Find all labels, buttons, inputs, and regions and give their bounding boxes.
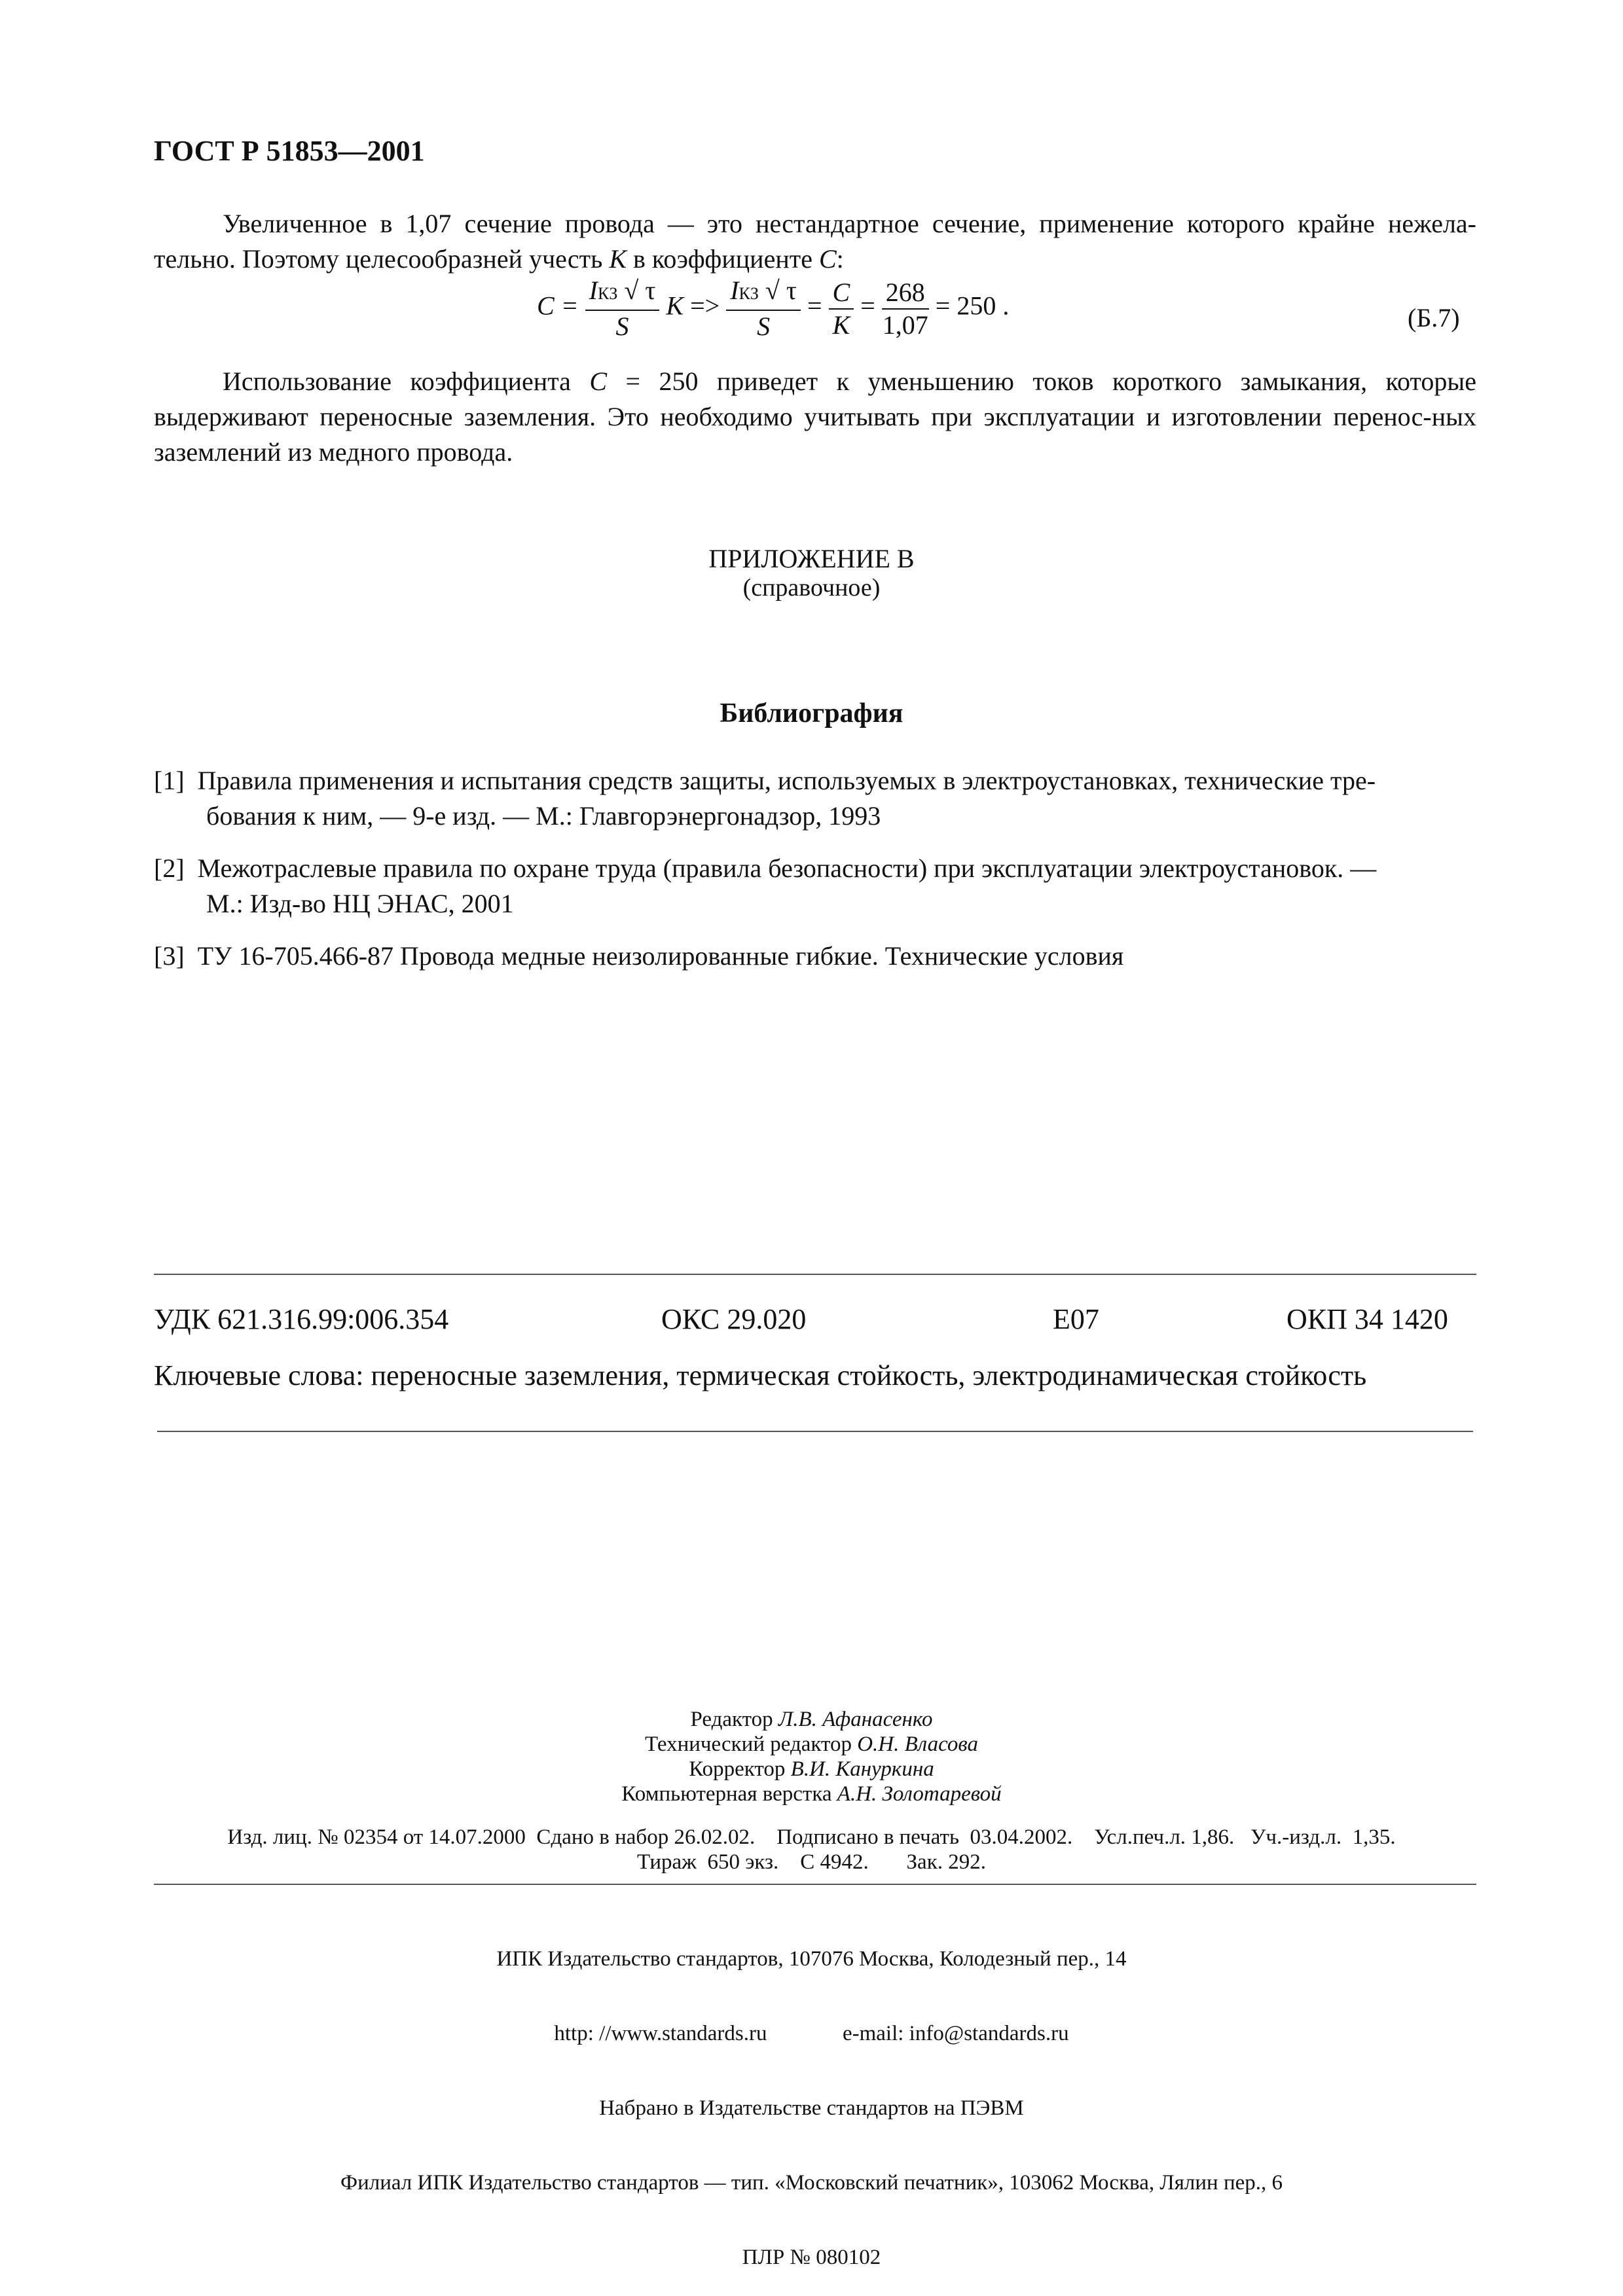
credit-name: О.Н. Власова [857, 1732, 979, 1756]
divider-line [154, 1274, 1476, 1275]
credit-role: Компьютерная верстка [621, 1782, 832, 1806]
publisher-branch: Филиал ИПК Издательство стандартов — тип. «Московский печатник», 103062 Москва, Лялин пер., 6 [340, 2171, 1283, 2195]
document-header: ГОСТ Р 51853—2001 [154, 135, 425, 167]
credits-block [0, 1707, 1623, 1806]
bib-number: [1] [154, 766, 185, 795]
bibliography-item-3 [154, 939, 1476, 974]
formula-268: 268 [882, 277, 929, 310]
paragraph-coefficient-usage [154, 364, 1476, 470]
bibliography-item-1 [154, 763, 1476, 834]
formula-sub-kz: КЗ [598, 284, 618, 303]
fraction-c-over-k [829, 277, 854, 341]
formula-k-den: K [832, 310, 850, 340]
appendix-subtitle: (справочное) [742, 574, 881, 601]
credit-name: А.Н. Золотаревой [837, 1782, 1002, 1806]
publisher-contacts: http: //www.standards.ru e-mail: info@standards.ru [554, 2022, 1069, 2045]
sqrt-tau: √ τ [624, 276, 656, 305]
formula-eq: = [807, 291, 822, 321]
credit-layout [0, 1782, 1623, 1806]
publisher-plr: ПЛР № 080102 [742, 2246, 881, 2269]
bib-number: [3] [154, 941, 185, 971]
paragraph-text: = 250 приведет к уменьшению токов короткого замыкания, которые выдерживают переносные заземления. Это необходимо учитывать при эксплуатации и изготовлении перенос-ных заземлений из медного провода. [154, 367, 1477, 467]
paragraph-text: : [836, 244, 844, 274]
credit-role: Редактор [690, 1708, 773, 1731]
credit-role: Корректор [689, 1757, 786, 1781]
imprint-line-1: Изд. лиц. № 02354 от 14.07.2000 Сдано в набор 26.02.02. Подписано в печать 03.04.2002. Усл.печ.л. 1,86. Уч.-изд.л. 1,35. [227, 1825, 1396, 1849]
paragraph-text: в коэффициенте [627, 244, 819, 274]
credit-tech-editor [0, 1732, 1623, 1757]
fraction-ikz-sqrt-tau-over-s [585, 275, 660, 342]
bib-text: Межотраслевые правила по охране труда (правила безопасности) при эксплуатации электроустановок. — [197, 853, 1377, 883]
var-c: C [818, 244, 837, 274]
formula-b7 [537, 275, 1061, 353]
var-k: K [609, 244, 627, 274]
credit-name: В.И. Кануркина [790, 1757, 934, 1781]
var-c: C [589, 367, 608, 396]
formula-1-07: 1,07 [882, 310, 928, 340]
credit-editor [0, 1707, 1623, 1732]
bibliography-item-2 [154, 851, 1476, 922]
formula-lhs: C = [537, 291, 579, 321]
fraction-ikz-sqrt-tau-over-s-2 [726, 275, 801, 342]
oks-code: ОКС 29.020 [661, 1303, 807, 1335]
paragraph-text: Использование коэффициента [223, 367, 590, 396]
formula-result: = 250 . [935, 291, 1010, 321]
publisher-address: ИПК Издательство стандартов, 107076 Москва, Колодезный пер., 14 [496, 1947, 1127, 1971]
formula-s: S [615, 312, 629, 341]
bib-text: ТУ 16-705.466-87 Провода медные неизолированные гибкие. Технические условия [197, 941, 1124, 971]
udk-code: УДК 621.316.99:006.354 [154, 1303, 449, 1335]
credit-name: Л.В. Афанасенко [778, 1708, 933, 1731]
formula-c: C [829, 277, 854, 310]
sqrt-tau: √ τ [765, 276, 797, 305]
okp-code: ОКП 34 1420 [1286, 1303, 1448, 1335]
credit-role: Технический редактор [644, 1732, 852, 1756]
bib-text: Правила применения и испытания средств защиты, используемых в электроустановках, технические тре- [197, 766, 1376, 795]
credit-corrector [0, 1757, 1623, 1782]
divider-line [157, 1431, 1473, 1432]
imprint-line-2: Тираж 650 экз. С 4942. Зак. 292. [637, 1850, 986, 1874]
bib-text: бования к ним, — 9-е изд. — М.: Главгорэнергонадзор, 1993 [206, 801, 881, 831]
formula-eq: = [860, 291, 875, 321]
publisher-typeset: Набрано в Издательстве стандартов на ПЭВМ [599, 2096, 1024, 2120]
paragraph-section-size [154, 206, 1476, 277]
bib-text: М.: Изд-во НЦ ЭНАС, 2001 [206, 889, 514, 918]
formula-arrow: => [690, 291, 720, 321]
bib-number: [2] [154, 853, 185, 883]
keywords: Ключевые слова: переносные заземления, термическая стойкость, электродинамическая стойкость [154, 1359, 1367, 1391]
formula-i: I [730, 276, 739, 305]
formula-s: S [757, 312, 771, 341]
appendix-title: ПРИЛОЖЕНИЕ В [708, 544, 915, 573]
equation-number: (Б.7) [1408, 303, 1460, 332]
publisher-block [0, 1897, 1623, 2295]
paragraph-text: Увеличенное в 1,07 сечение провода — это нестандартное сечение, применение которого крайне нежела-тельно. Поэтому целесообразней учесть [154, 209, 1476, 274]
fraction-268-over-107 [882, 277, 929, 341]
formula-k: K [666, 291, 684, 321]
e-code: Е07 [1053, 1303, 1099, 1335]
formula-i: I [589, 276, 598, 305]
divider-line [154, 1884, 1476, 1885]
bibliography-title: Библиография [720, 698, 903, 728]
formula-sub-kz: КЗ [739, 284, 759, 303]
